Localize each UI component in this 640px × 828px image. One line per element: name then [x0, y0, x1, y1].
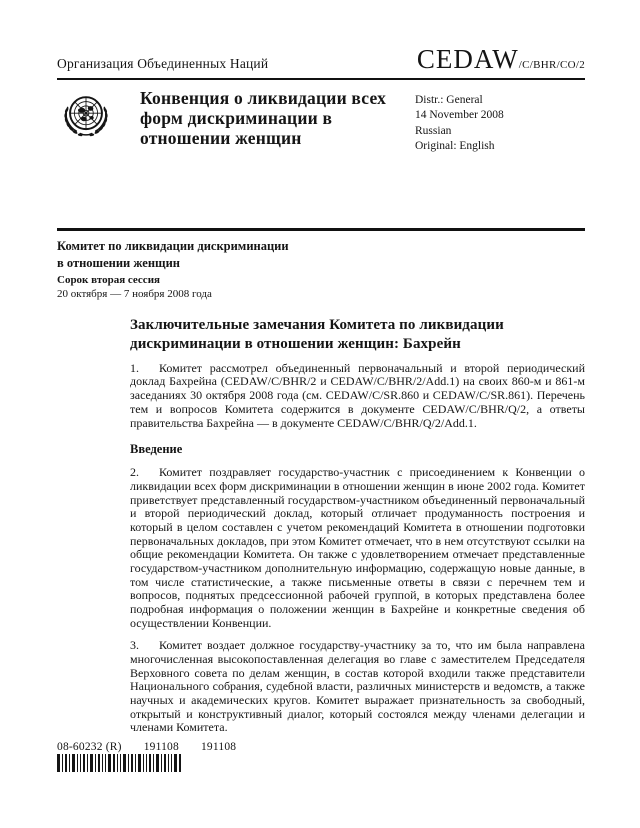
section-heading-introduction: Введение — [130, 442, 183, 457]
paragraph-2 — [130, 466, 585, 630]
distr-type: Distr.: General — [415, 94, 483, 106]
footer-codes — [57, 741, 236, 753]
convention-title-line: форм дискриминации в — [140, 107, 333, 128]
convention-title-line: отношении женщин — [140, 127, 302, 148]
paragraph-text: Комитет поздравляет государство-участник с присоединением к Конвенции о ликвидации всех форм дискриминации в отношении женщин в июне 2002 года. Комитет приветствует представленный государством-участником объединенный первоначальный и второй периодический доклад, который отличает продуманность построения и который в целом составлен с учетом рекомендаций Комитета в отношении подготовки первоначальных докладов, при этом Комитет отмечает, что в нем отсутствуют ссылки на общие рекомендации Комитета. Он также с удовлетворением отмечает представленные государством-участником дополнительную информацию, содержащую новые данные, в том числе статистические, а также письменные ответы в связи с перечнем тем и вопросов, поднятых предсессионной рабочей группой, в которых представлена более подробная информация о положении женщин в Бахрейне и конкретные сведения об осуществлении Конвенции. — [130, 465, 585, 630]
paragraph-1 — [130, 362, 585, 430]
paragraph-3 — [130, 639, 585, 735]
convention-title — [140, 89, 402, 149]
committee-name-line: в отношении женщин — [57, 255, 180, 270]
job-number: 08-60232 (R) — [57, 741, 122, 753]
document-symbol-main: CEDAW — [416, 44, 519, 74]
committee-name — [57, 238, 585, 272]
paragraph-text: Комитет воздает должное государству-участнику за то, что им была направлена многочисленная высокопоставленная делегация во главе с заместителем Председателя Верховного совета по делам женщин, в состав которой входили также представители Национального собрания, судебной власти, различных министерств и ведомств, а также научных и академических кругов. Комитет выражает признательность за свободный, открытый и конструктивный диалог, который состоялся между членами делегации и членами Комитета. — [130, 638, 585, 735]
convention-title-line: Конвенция о ликвидации всех — [140, 88, 387, 108]
distr-original: Original: English — [415, 140, 495, 153]
distr-language: Russian — [415, 124, 452, 137]
committee-block — [57, 238, 585, 302]
main-content — [130, 316, 585, 735]
footer-code-2: 191108 — [200, 741, 237, 753]
distribution-block — [415, 89, 504, 155]
committee-name-line: Комитет по ликвидации дискриминации — [57, 238, 289, 253]
header-row — [57, 44, 585, 75]
footer — [57, 741, 236, 772]
un-emblem-icon — [57, 89, 115, 147]
masthead — [57, 89, 585, 155]
paragraph-number: 3. — [130, 638, 139, 653]
paragraph-text: Комитет рассмотрел объединенный первоначальный и второй периодический доклад Бахрейна (CEDAW/C/BHR/2 и CEDAW/C/BHR/2/Add.1) на своих 860-м и 861-м заседаниях 30 октября 2008 года (см. CEDAW/C/SR.860 и CEDAW/C/SR.861). Перечень тем и вопросов Комитета содержится в документе CEDAW/C/BHR/Q/2, а ответы правительства Бахрейна — в документе CEDAW/C/BHR/Q/2/Add.1. — [130, 360, 585, 430]
section-divider — [57, 228, 585, 231]
paragraph-number: 2. — [130, 465, 139, 480]
session-label: Сорок вторая сессия — [57, 273, 160, 286]
document-symbol-suffix: /C/BHR/CO/2 — [518, 59, 585, 71]
footer-code-1: 191108 — [143, 741, 179, 753]
organization-name: Организация Объединенных Наций — [57, 56, 269, 71]
header-divider — [57, 78, 585, 80]
paragraph-number: 1. — [130, 360, 139, 375]
document-symbol — [417, 44, 585, 75]
barcode — [57, 754, 184, 772]
distr-date: 14 November 2008 — [415, 109, 504, 122]
document-title: Заключительные замечания Комитета по ликвидации дискриминации в отношении женщин: Бахрейн — [130, 317, 504, 352]
session-dates: 20 октября — 7 ноября 2008 года — [57, 287, 212, 300]
